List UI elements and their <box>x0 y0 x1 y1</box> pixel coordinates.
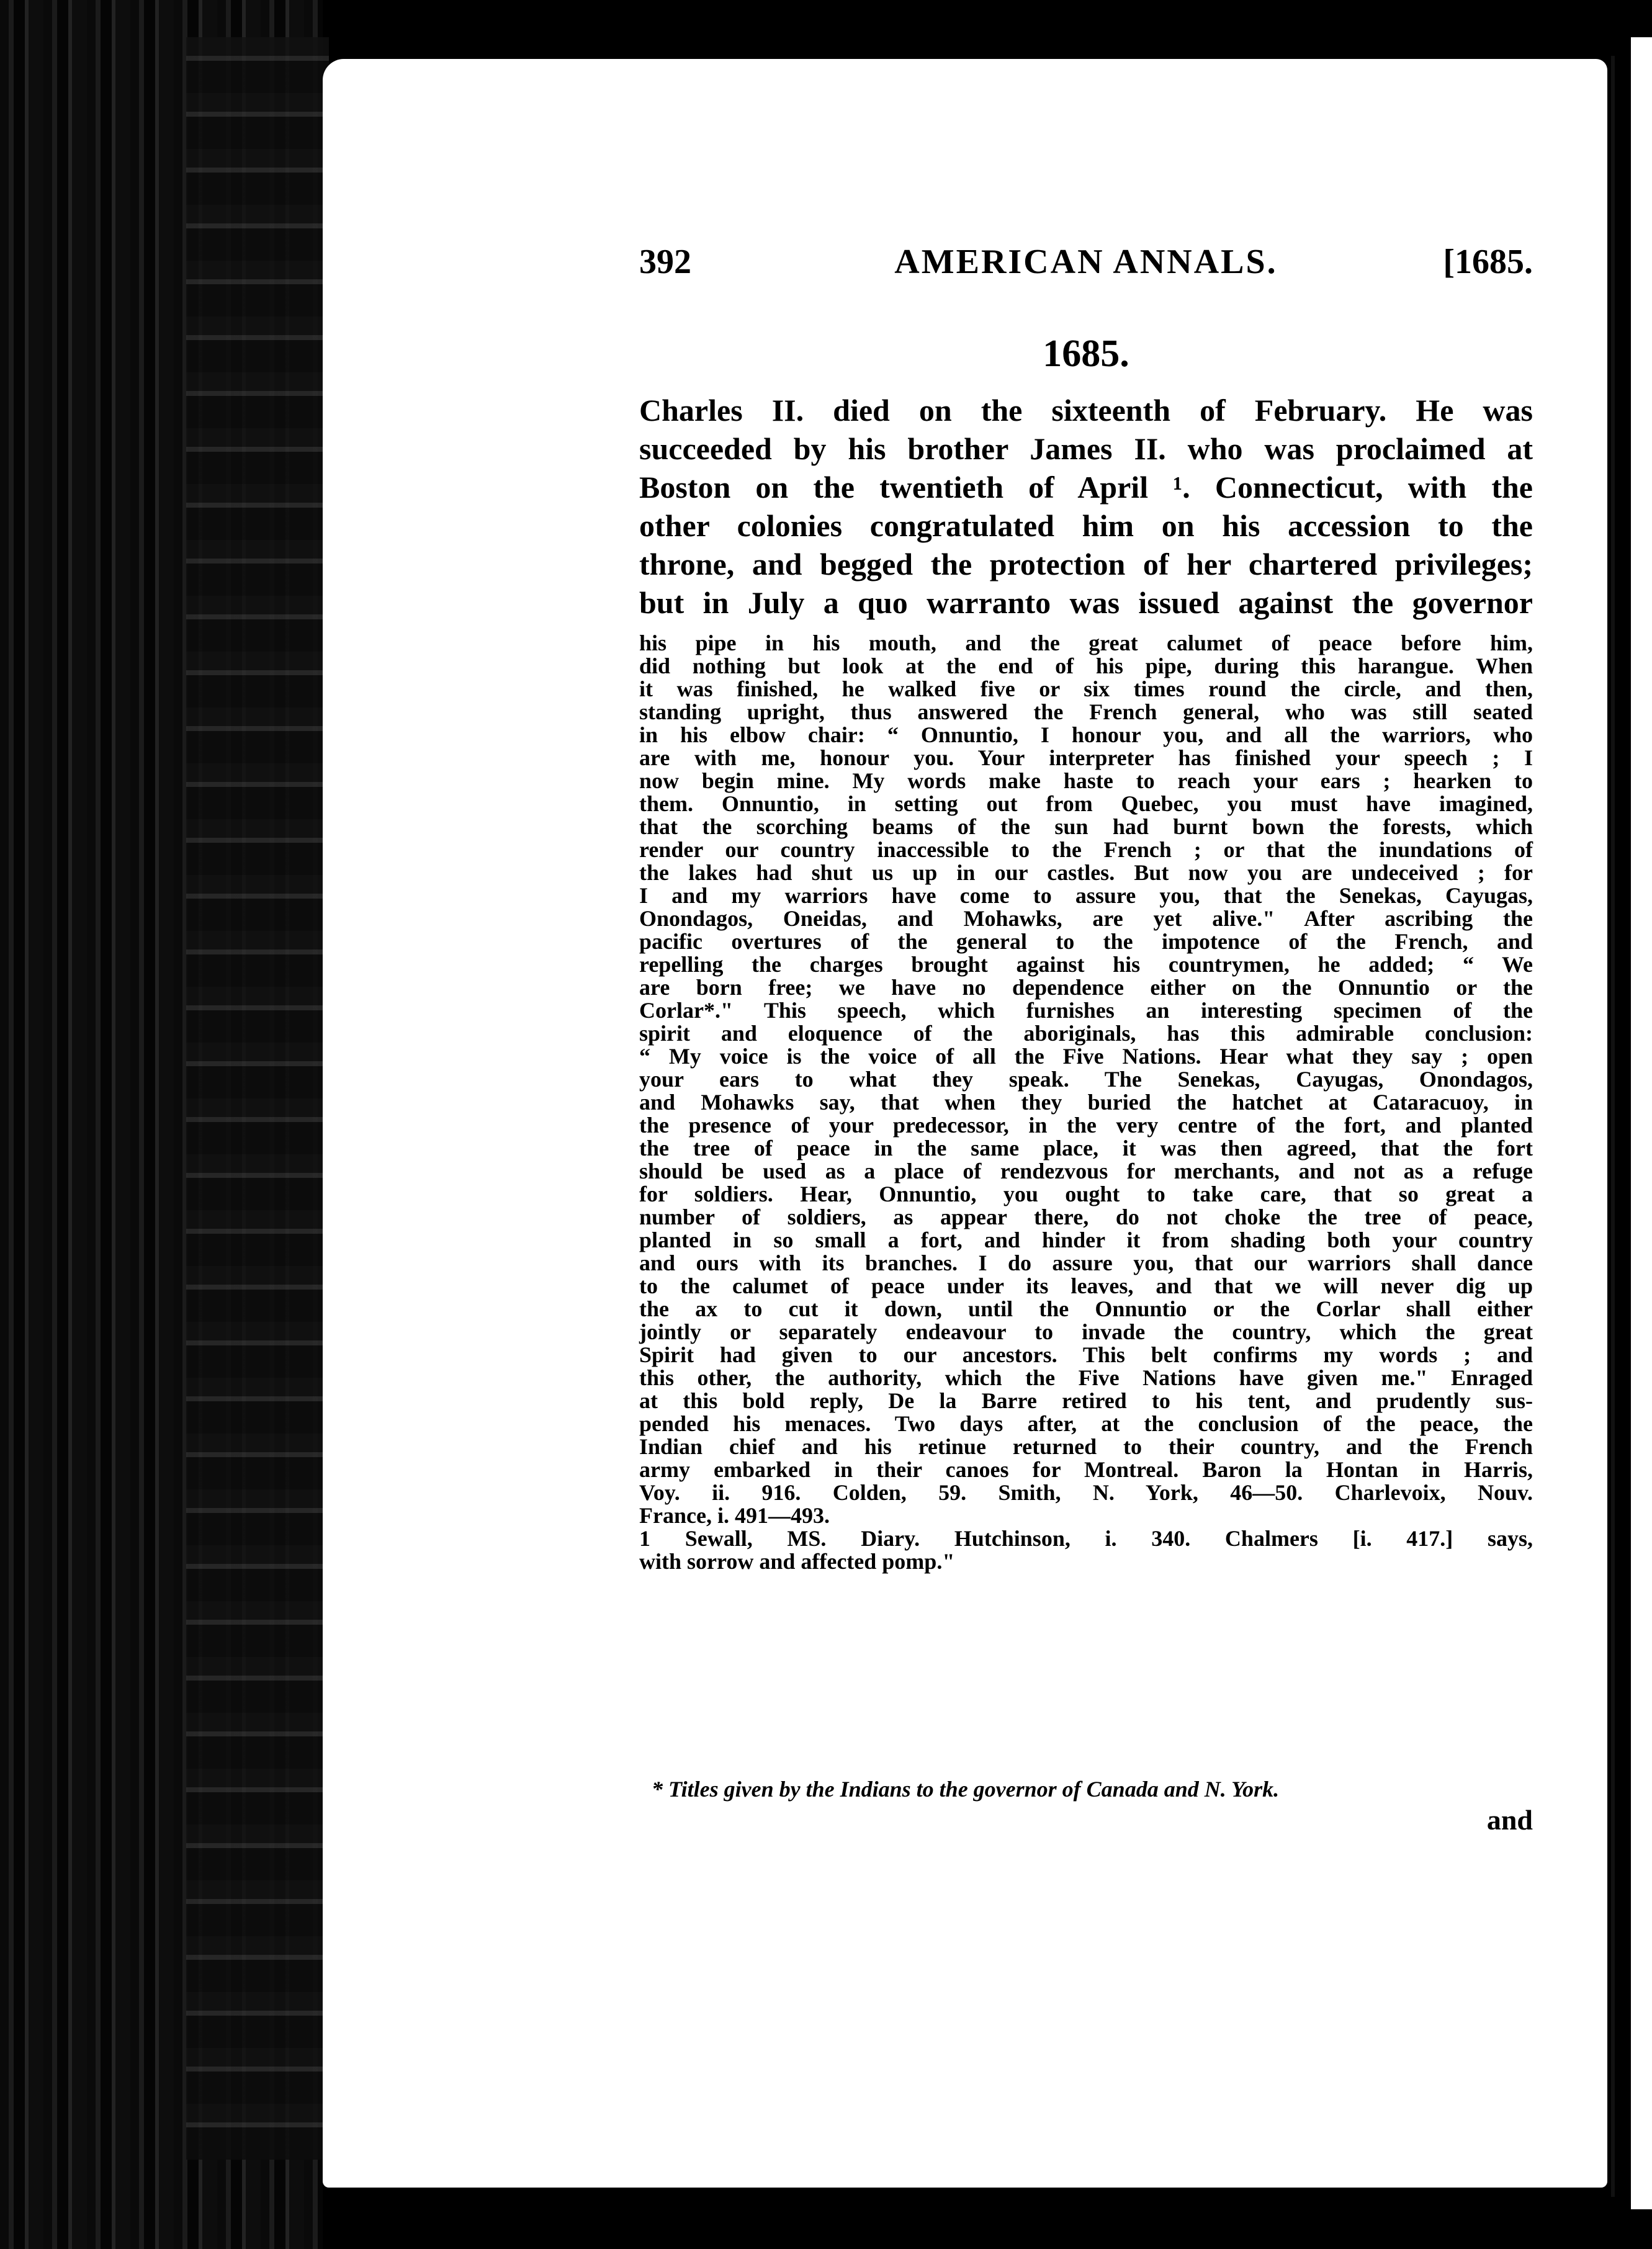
footnote-line: this other, the authority, which the Five Nations have given me." Enraged <box>639 1365 1533 1390</box>
footnote-line: the presence of your predecessor, in the very centre of the fort, and planted <box>639 1113 1533 1138</box>
page-stack-edge <box>186 37 329 2160</box>
section-year-heading: 1685. <box>1043 333 1129 375</box>
footnote-line: Spirit had given to our ancestors. This belt confirms my words ; and <box>639 1342 1533 1367</box>
footnote-line: standing upright, thus answered the French general, who was still seated <box>639 699 1533 724</box>
main-text-line: Charles II. died on the sixteenth of February. He was <box>639 393 1533 428</box>
main-text-line: but in July a quo warranto was issued against the governor <box>639 585 1533 620</box>
footnote-line: them. Onnuntio, in setting out from Quebec, you must have imagined, <box>639 791 1533 816</box>
main-text-line: throne, and begged the protection of her chartered privileges; <box>639 547 1533 581</box>
footnote-line: Indian chief and his retinue returned to their country, and the French <box>639 1434 1533 1459</box>
footnote-1-line: with sorrow and affected pomp." <box>639 1549 955 1574</box>
footnote-line: number of soldiers, as appear there, do not choke the tree of peace, <box>639 1205 1533 1229</box>
footnote-line: Onondagos, Oneidas, and Mohawks, are yet alive." After ascribing the <box>639 906 1533 931</box>
footnote-block <box>639 632 1533 1573</box>
main-text-line: other colonies congratulated him on his accession to the <box>639 508 1533 543</box>
footnote-line: spirit and eloquence of the aboriginals, has this admirable conclusion: <box>639 1021 1533 1046</box>
footnote-line: France, i. 491—493. <box>639 1503 830 1528</box>
footnote-line: should be used as a place of rendezvous for merchants, and not as a refuge <box>639 1159 1533 1183</box>
footnote-line: are born free; we have no dependence either on the Onnuntio or the <box>639 975 1533 1000</box>
footnote-line: for soldiers. Hear, Onnuntio, you ought to take care, that so great a <box>639 1182 1533 1206</box>
footnote-line: his pipe in his mouth, and the great calumet of peace before him, <box>639 631 1533 655</box>
footnote-line: that the scorching beams of the sun had burnt bown the forests, which <box>639 814 1533 839</box>
page-number: 392 <box>639 243 691 281</box>
footnote-line: Corlar*." This speech, which furnishes an interesting specimen of the <box>639 998 1533 1023</box>
footnote-line: Voy. ii. 916. Colden, 59. Smith, N. York, 46—50. Charlevoix, Nouv. <box>639 1480 1533 1505</box>
footnote-line: repelling the charges brought against his countrymen, he added; “ We <box>639 952 1533 977</box>
footnote-line: army embarked in their canoes for Montreal. Baron la Hontan in Harris, <box>639 1457 1533 1482</box>
footnote-line: in his elbow chair: “ Onnuntio, I honour you, and all the warriors, who <box>639 722 1533 747</box>
footnote-line: to the calumet of peace under its leaves, and that we will never dig up <box>639 1273 1533 1298</box>
catchword: and <box>1486 1804 1533 1836</box>
footnote-line: and ours with its branches. I do assure you, that our warriors shall dance <box>639 1250 1533 1275</box>
footnote-1-line: 1 Sewall, MS. Diary. Hutchinson, i. 340. Chalmers [i. 417.] says, <box>639 1526 1533 1551</box>
footnote-line: and Mohawks say, that when they buried the hatchet at Cataracuoy, in <box>639 1090 1533 1115</box>
footnote-line: are with me, honour you. Your interpreter has finished your speech ; I <box>639 745 1533 770</box>
footnote-line: it was finished, he walked five or six times round the circle, and then, <box>639 676 1533 701</box>
main-text-block <box>639 391 1533 622</box>
footnote-line: pended his menaces. Two days after, at the conclusion of the peace, the <box>639 1411 1533 1436</box>
footnote-line: now begin mine. My words make haste to reach your ears ; hearken to <box>639 768 1533 793</box>
footnote-line: the lakes had shut us up in our castles. But now you are undeceived ; for <box>639 860 1533 885</box>
footnote-line: at this bold reply, De la Barre retired to his tent, and prudently sus- <box>639 1388 1533 1413</box>
footnote-line: render our country inaccessible to the French ; or that the inundations of <box>639 837 1533 862</box>
asterisk-note: * Titles given by the Indians to the governor of Canada and N. York. <box>652 1777 1280 1802</box>
footnote-line: the tree of peace in the same place, it was then agreed, that the fort <box>639 1136 1533 1160</box>
footnote-line: jointly or separately endeavour to invade the country, which the great <box>639 1319 1533 1344</box>
footnote-line: the ax to cut it down, until the Onnuntio or the Corlar shall either <box>639 1296 1533 1321</box>
facing-page-edge <box>1631 37 1652 2209</box>
footnote-line: your ears to what they speak. The Senekas, Cayugas, Onondagos, <box>639 1067 1533 1092</box>
main-text-line: Boston on the twentieth of April ¹. Connecticut, with the <box>639 470 1533 505</box>
footnote-line: “ My voice is the voice of all the Five Nations. Hear what they say ; open <box>639 1044 1533 1069</box>
running-title: AMERICAN ANNALS. <box>894 243 1278 281</box>
footnote-line: planted in so small a fort, and hinder it from shading both your country <box>639 1228 1533 1252</box>
main-text-line: succeeded by his brother James II. who was proclaimed at <box>639 431 1533 466</box>
running-header <box>639 242 1533 285</box>
footnote-line: pacific overtures of the general to the impotence of the French, and <box>639 929 1533 954</box>
footnote-line: did nothing but look at the end of his pipe, during this harangue. When <box>639 653 1533 678</box>
header-year: [1685. <box>1443 243 1533 281</box>
gutter-shadow <box>1611 56 1615 2197</box>
footnote-line: I and my warriors have come to assure you, that the Senekas, Cayugas, <box>639 883 1533 908</box>
